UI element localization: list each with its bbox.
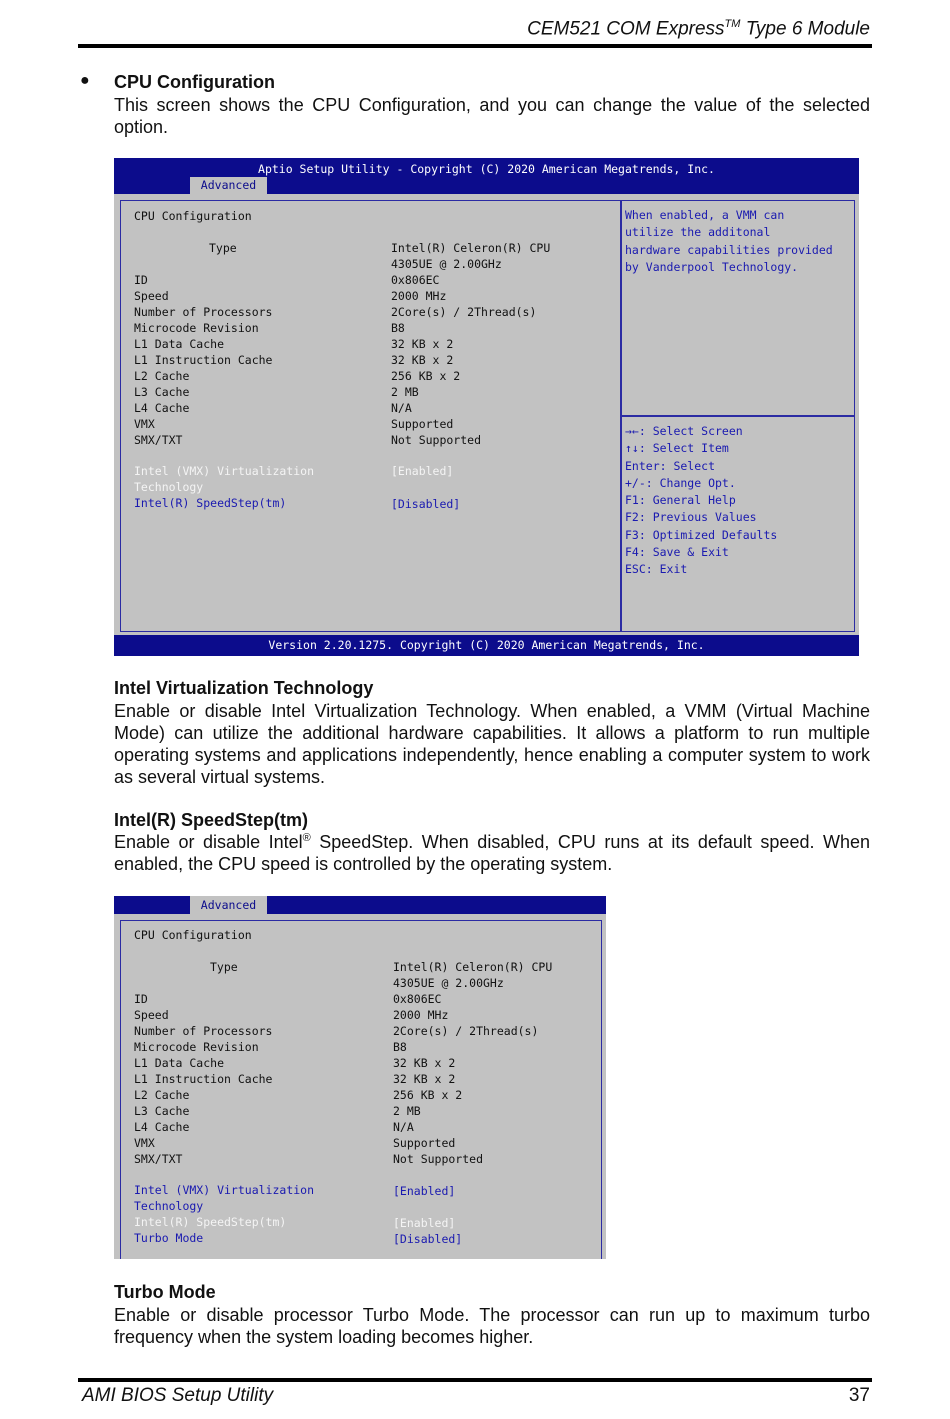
bios-row-label: ID — [134, 992, 148, 1006]
bios2-title-bar — [114, 896, 606, 914]
bios-row-value: 2Core(s) / 2Thread(s) — [393, 1024, 539, 1038]
bios-row-value: 0x806EC — [393, 992, 442, 1006]
option-speedstep-label: Intel(R) SpeedStep(tm) — [134, 496, 287, 510]
bios-row-value: Intel(R) Celeron(R) CPU — [391, 241, 551, 255]
speedstep-text-b: SpeedStep. When disabled, CPU runs at its default speed. When enabled, the CPU speed is controlled by the operating system. — [114, 832, 870, 874]
bios-row-value: B8 — [391, 321, 405, 335]
bios-row-label: L3 Cache — [134, 1104, 190, 1118]
bios-row-value: Not Supported — [393, 1152, 484, 1166]
bios-row-label: L1 Instruction Cache — [134, 1072, 273, 1086]
header-title-end: Type 6 Module — [740, 18, 870, 40]
option-vmx-label-cont: Technology — [134, 480, 204, 494]
bios-help-text: When enabled, a VMM can utilize the additonal hardware capabilities provided by Vanderpool Technology. — [625, 208, 833, 274]
bios-row-value: B8 — [393, 1040, 407, 1054]
footer-rule — [78, 1378, 872, 1382]
vt-heading: Intel Virtualization Technology — [114, 678, 374, 698]
bios-row-label: L4 Cache — [134, 401, 190, 415]
bios-row-value: 2Core(s) / 2Thread(s) — [391, 305, 537, 319]
bios-row-value: 2 MB — [393, 1104, 421, 1118]
option-speedstep-value: [Enabled] — [393, 1216, 456, 1230]
bios-row-label: Type — [209, 241, 237, 255]
registered-mark: ® — [302, 832, 311, 844]
document-header-title — [527, 18, 870, 40]
bios-row-value: Supported — [393, 1136, 456, 1150]
tab-advanced: Advanced — [190, 177, 267, 194]
bios-screenshot-turbo — [114, 896, 606, 1259]
bios-row-label: Microcode Revision — [134, 321, 259, 335]
bios-title-text: Aptio Setup Utility - Copyright (C) 2020 American Megatrends, Inc. — [258, 162, 715, 176]
option-speedstep-label: Intel(R) SpeedStep(tm) — [134, 1215, 287, 1229]
bios-row-label: Speed — [134, 289, 169, 303]
option-turbo-label: Turbo Mode — [134, 1231, 204, 1245]
bullet-icon: ● — [80, 72, 90, 89]
option-turbo-value: [Disabled] — [393, 1232, 463, 1246]
bios-row-value: 2000 MHz — [391, 289, 447, 303]
bios-row-value: Intel(R) Celeron(R) CPU — [393, 960, 553, 974]
bios-row-label: L4 Cache — [134, 1120, 190, 1134]
speedstep-description — [114, 831, 870, 875]
bios-row-label: ID — [134, 273, 148, 287]
speedstep-heading: Intel(R) SpeedStep(tm) — [114, 810, 309, 830]
bios-row-label: Microcode Revision — [134, 1040, 259, 1054]
bios-main-panel — [120, 200, 622, 632]
option-vmx-label: Intel (VMX) Virtualization — [134, 1183, 315, 1197]
bios-row-label: L2 Cache — [134, 369, 190, 383]
bios-row-value: 4305UE @ 2.00GHz — [393, 976, 504, 990]
bios-row-value: N/A — [393, 1120, 414, 1134]
option-vmx-value: [Enabled] — [393, 1184, 456, 1198]
bios-footer-bar — [114, 635, 859, 656]
option-speedstep-value: [Disabled] — [391, 497, 461, 511]
bios-screenshot-cpu-configuration — [114, 158, 859, 656]
header-title-superscript: TM — [724, 18, 741, 30]
bios-row-label: L1 Instruction Cache — [134, 353, 273, 367]
vt-description: Enable or disable Intel Virtualization Technology. When enabled, a VMM (Virtual Machine Mode) can utilize the additional hardware capabilities. It allows a platform to run multiple operating systems and applications independently, hence enabling a computer system to work as several virtual systems. — [114, 701, 870, 787]
bios-row-label: L2 Cache — [134, 1088, 190, 1102]
bios-footer-text: Version 2.20.1275. Copyright (C) 2020 American Megatrends, Inc. — [268, 638, 705, 652]
option-vmx-label-cont: Technology — [134, 1199, 204, 1213]
bios-row-value: 4305UE @ 2.00GHz — [391, 257, 502, 271]
bios-row-value: 2 MB — [391, 385, 419, 399]
bios-row-label: Number of Processors — [134, 1024, 273, 1038]
page-number: 37 — [848, 1385, 870, 1406]
bios-row-value: 2000 MHz — [393, 1008, 449, 1022]
section-heading: CPU Configuration — [114, 72, 275, 92]
bios-row-value: Not Supported — [391, 433, 482, 447]
bios-row-label: SMX/TXT — [134, 1152, 183, 1166]
bios-key-legend: →←: Select Screen ↑↓: Select Item Enter: Select +/-: Change Opt. F1: General Help F2: Previous Values F3: Optimized Defaults F4: Save & Exit ESC: Exit — [625, 424, 778, 577]
section-intro: This screen shows the CPU Configuration, and you can change the value of the selected option. — [114, 95, 870, 137]
bios-row-label: Number of Processors — [134, 305, 273, 319]
bios-row-label: L1 Data Cache — [134, 337, 225, 351]
bios-row-label: L1 Data Cache — [134, 1056, 225, 1070]
turbo-description: Enable or disable processor Turbo Mode. The processor can run up to maximum turbo frequency when the system loading becomes higher. — [114, 1305, 870, 1347]
bios-row-value: 256 KB x 2 — [393, 1088, 463, 1102]
header-title-main: CEM521 COM Express — [527, 18, 725, 40]
bios-row-value: N/A — [391, 401, 412, 415]
option-vmx-value: [Enabled] — [391, 464, 454, 478]
tab-advanced: Advanced — [190, 896, 267, 914]
footer-title: AMI BIOS Setup Utility — [82, 1385, 274, 1406]
bios-row-value: 0x806EC — [391, 273, 440, 287]
header-rule — [78, 44, 872, 48]
bios-row-label: Speed — [134, 1008, 169, 1022]
bios2-panel-heading: CPU Configuration — [134, 928, 252, 942]
speedstep-text-a: Enable or disable Intel — [114, 832, 303, 852]
turbo-heading: Turbo Mode — [114, 1282, 216, 1302]
option-vmx-label: Intel (VMX) Virtualization — [134, 464, 315, 478]
bios-row-value: 32 KB x 2 — [391, 353, 454, 367]
bios-row-label: VMX — [134, 1136, 155, 1150]
bios-row-label: SMX/TXT — [134, 433, 183, 447]
bios-panel-heading: CPU Configuration — [134, 209, 252, 223]
bios-row-value: 256 KB x 2 — [391, 369, 461, 383]
bios-row-label: Type — [210, 960, 238, 974]
bios-row-value: 32 KB x 2 — [393, 1072, 456, 1086]
bios-row-value: 32 KB x 2 — [391, 337, 454, 351]
bios-row-label: L3 Cache — [134, 385, 190, 399]
bios-row-value: Supported — [391, 417, 454, 431]
bios-row-value: 32 KB x 2 — [393, 1056, 456, 1070]
bios-row-label: VMX — [134, 417, 155, 431]
